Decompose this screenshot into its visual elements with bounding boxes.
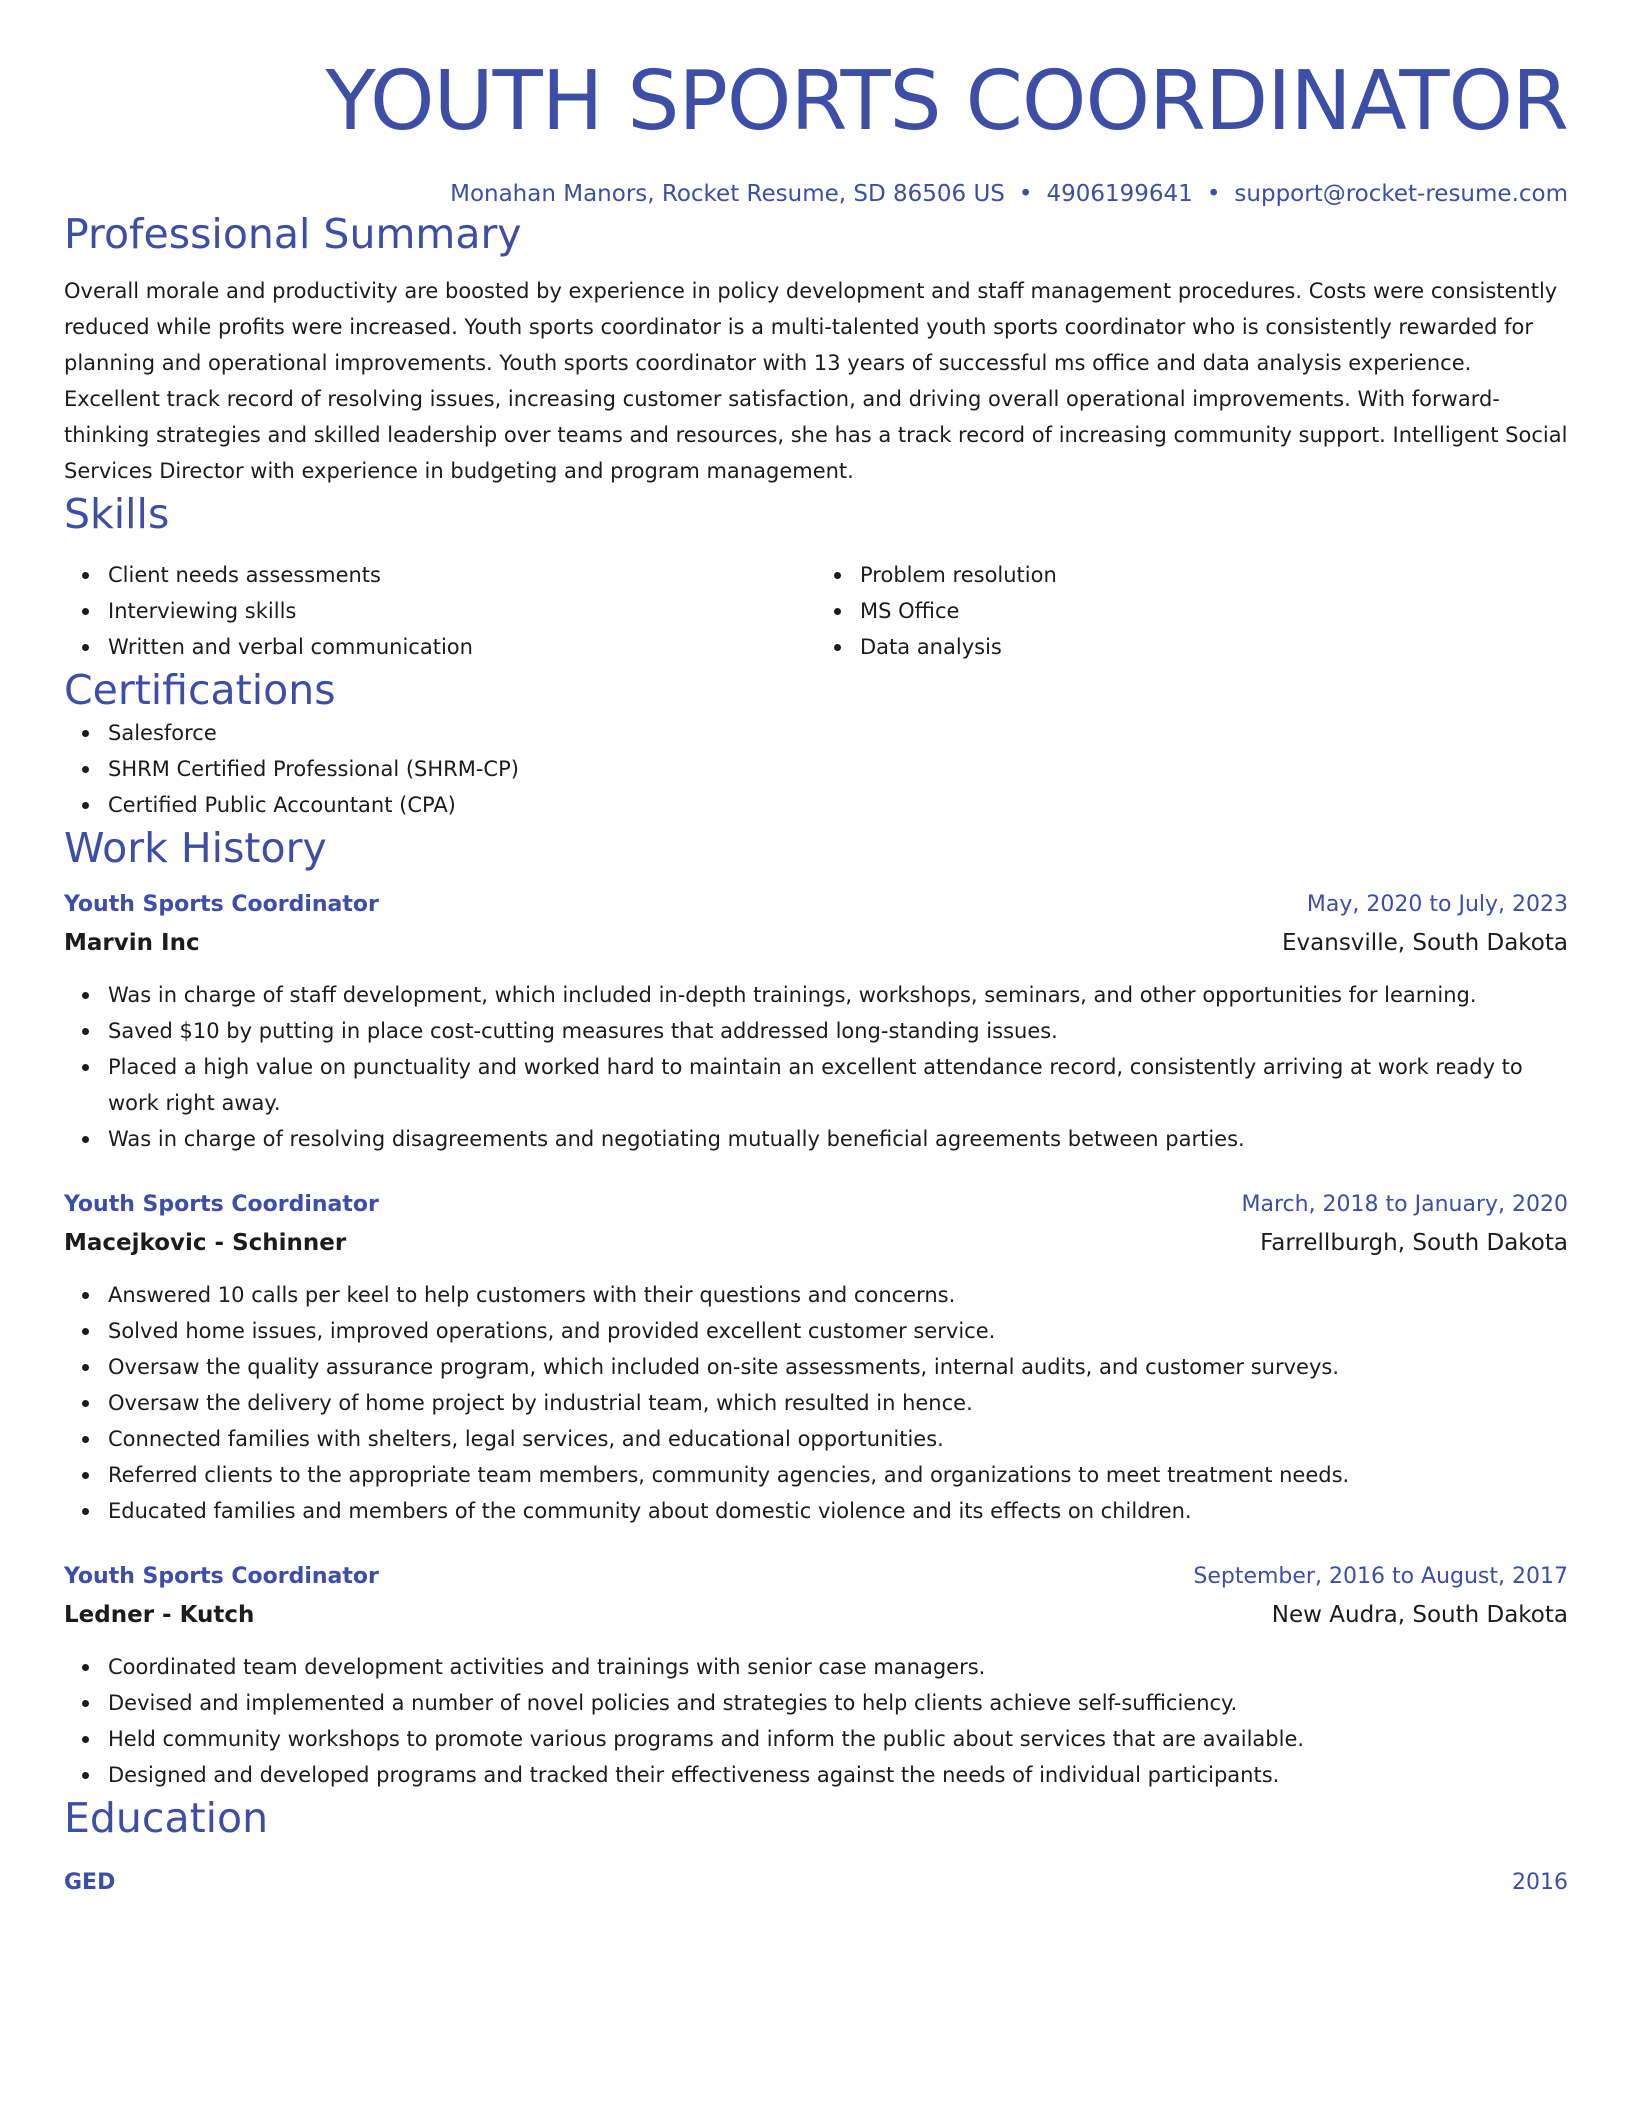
job-bullet: Solved home issues, improved operations, and provided excellent customer service. [108,1313,1568,1349]
job-title-row [64,887,1568,923]
skill-item: Problem resolution [860,557,1568,593]
job-title: Youth Sports Coordinator [64,892,379,917]
job-company: Macejkovic - Schinner [64,1230,347,1256]
job-dates: March, 2018 to January, 2020 [1241,1192,1568,1217]
skill-item: Interviewing skills [108,593,816,629]
certifications-heading: Certifications [64,666,336,714]
job-entry [64,1187,1568,1529]
job-bullet: Devised and implemented a number of novel policies and strategies to help clients achieve self-sufficiency. [108,1685,1568,1721]
job-bullet: Designed and developed programs and tracked their effectiveness against the needs of individual participants. [108,1757,1568,1793]
education-degree: GED [64,1870,116,1895]
job-bullet: Held community workshops to promote various programs and inform the public about services that are available. [108,1721,1568,1757]
job-location: Evansville, South Dakota [1282,930,1568,956]
certification-item: Salesforce [108,715,1568,751]
contact-address: Monahan Manors, Rocket Resume, SD 86506 US [450,181,1005,207]
resume-header [64,0,1568,209]
job-bullet: Educated families and members of the community about domestic violence and its effects on children. [108,1493,1568,1529]
job-entry [64,1559,1568,1793]
skill-item: Data analysis [860,629,1568,665]
certifications-list [64,715,1568,823]
contact-separator: • [1206,181,1221,207]
certification-item: SHRM Certified Professional (SHRM-CP) [108,751,1568,787]
job-title: Youth Sports Coordinator [64,1192,379,1217]
work-history-heading: Work History [64,824,327,872]
resume-page [64,0,1568,1901]
job-bullets [64,1649,1568,1793]
job-company-row [64,923,1568,963]
skills-list [64,557,1568,665]
job-bullets [64,977,1568,1157]
summary-heading: Professional Summary [64,210,522,258]
education-year: 2016 [1512,1870,1568,1895]
job-dates: September, 2016 to August, 2017 [1193,1564,1568,1589]
skill-item: Client needs assessments [108,557,816,593]
job-company: Ledner - Kutch [64,1602,255,1628]
job-bullet: Oversaw the delivery of home project by industrial team, which resulted in hence. [108,1385,1568,1421]
skill-item: Written and verbal communication [108,629,816,665]
skills-heading: Skills [64,490,170,538]
job-bullets [64,1277,1568,1529]
education-heading: Education [64,1794,269,1842]
skills-column-right [816,557,1568,665]
job-company: Marvin Inc [64,930,200,956]
education-row [64,1865,1568,1901]
contact-email: support@rocket-resume.com [1234,181,1568,207]
skills-column-left [64,557,816,665]
education-entry [64,1865,1568,1901]
job-bullet: Coordinated team development activities and trainings with senior case managers. [108,1649,1568,1685]
job-location: New Audra, South Dakota [1271,1602,1568,1628]
job-bullet: Answered 10 calls per keel to help customers with their questions and concerns. [108,1277,1568,1313]
job-company-row [64,1223,1568,1263]
skill-item: MS Office [860,593,1568,629]
certification-item: Certified Public Accountant (CPA) [108,787,1568,823]
summary-text: Overall morale and productivity are boosted by experience in policy development and staff management procedures. Costs were consistently reduced while profits were increased. Youth sports coordinator is a multi-talented youth sports coordinator who is consistently rewarded for planning and operational improvements. Youth sports coordinator with 13 years of successful ms office and data analysis experience. Excellent track record of resolving issues, increasing customer satisfaction, and driving overall operational improvements. With forward-thinking strategies and skilled leadership over teams and resources, she has a track record of increasing community support. Intelligent Social Services Director with experience in budgeting and program management. [64,279,1568,483]
contact-phone: 4906199641 [1046,181,1193,207]
job-bullet: Saved $10 by putting in place cost-cutting measures that addressed long-standing issues. [108,1013,1568,1049]
job-bullet: Oversaw the quality assurance program, which included on-site assessments, internal audits, and customer surveys. [108,1349,1568,1385]
job-bullet: Referred clients to the appropriate team members, community agencies, and organizations to meet treatment needs. [108,1457,1568,1493]
job-bullet: Was in charge of staff development, which included in-depth trainings, workshops, seminars, and other opportunities for learning. [108,977,1568,1013]
job-entry [64,887,1568,1157]
job-title-row [64,1187,1568,1223]
job-title: Youth Sports Coordinator [64,1564,379,1589]
job-title-row [64,1559,1568,1595]
contact-line [64,179,1568,209]
job-dates: May, 2020 to July, 2023 [1306,892,1568,917]
job-company-row [64,1595,1568,1635]
job-bullet: Placed a high value on punctuality and worked hard to maintain an excellent attendance record, consistently arriving at work ready to work right away. [108,1049,1568,1121]
job-bullet: Connected families with shelters, legal services, and educational opportunities. [108,1421,1568,1457]
job-location: Farrellburgh, South Dakota [1260,1230,1568,1256]
job-bullet: Was in charge of resolving disagreements and negotiating mutually beneficial agreements between parties. [108,1121,1568,1157]
candidate-name: YOUTH SPORTS COORDINATOR [325,54,1568,149]
contact-separator: • [1018,181,1033,207]
